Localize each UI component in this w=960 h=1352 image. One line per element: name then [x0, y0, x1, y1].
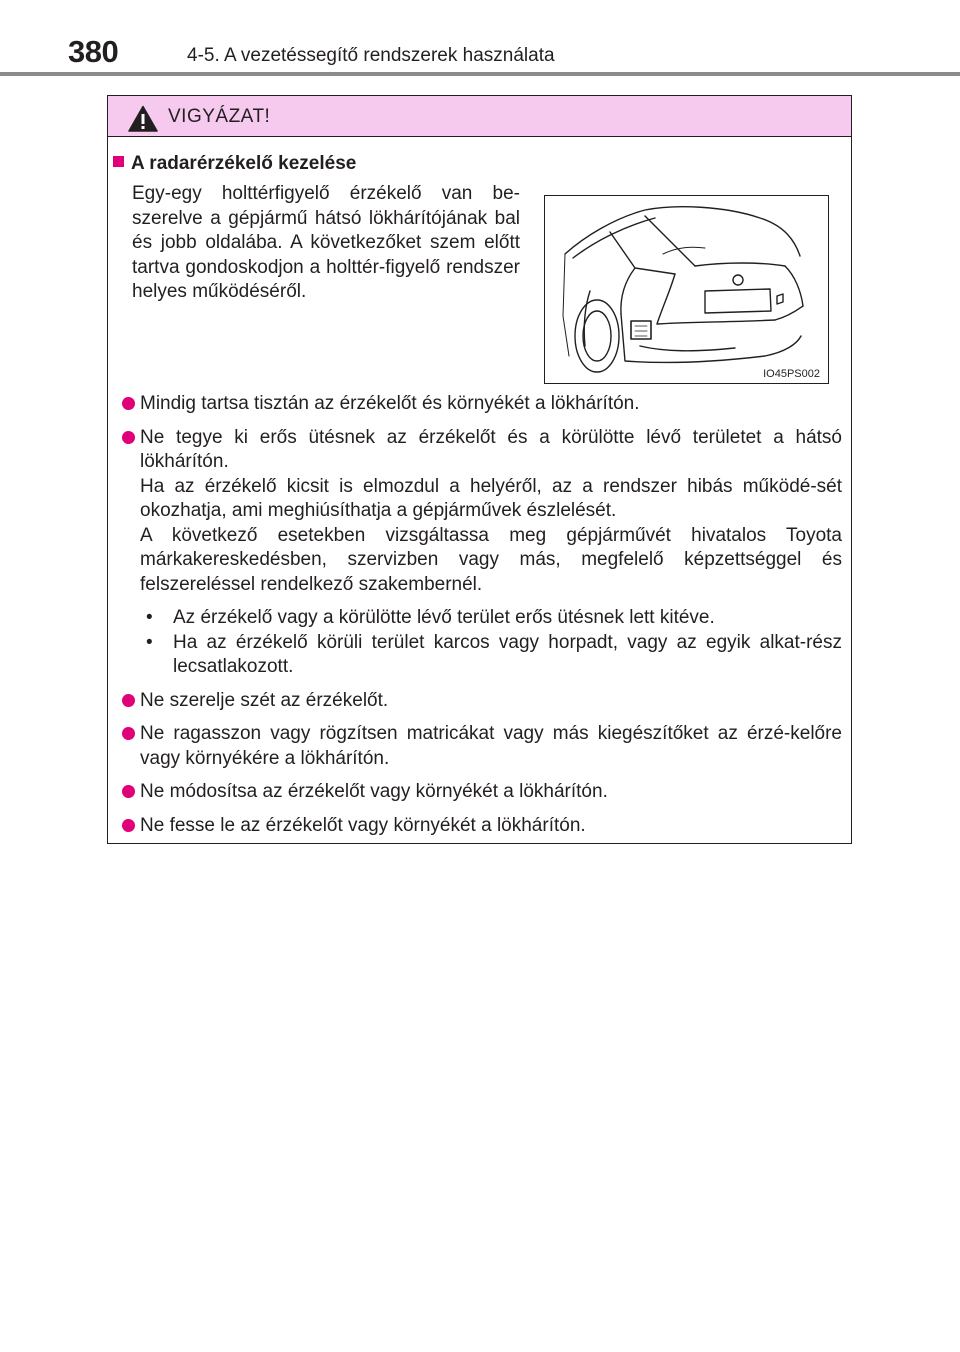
- list-item: [122, 814, 842, 839]
- car-rear-drawing: [545, 196, 827, 382]
- list-item: [122, 689, 842, 714]
- page-number: 380: [68, 34, 119, 69]
- bullet-list: [122, 392, 842, 847]
- header-rule: [0, 72, 960, 76]
- list-item: [122, 426, 842, 680]
- sub-list: [140, 606, 842, 680]
- sub-list-item: • Az érzékelő vagy a körülötte lévő terület erős ütésnek lett kitéve.: [146, 607, 715, 628]
- square-bullet-icon: [113, 156, 124, 167]
- section-title: 4-5. A vezetéssegítő rendszerek használata: [187, 45, 555, 66]
- list-item: [122, 780, 842, 805]
- warning-triangle-icon: [128, 105, 158, 132]
- bullet-text: Ne módosítsa az érzékelőt vagy környékét a lökhárítón.: [140, 781, 608, 802]
- bullet-text: Ne tegye ki erős ütésnek az érzékelőt és a körülötte lévő területet a hátsó lökhárítón.: [140, 426, 842, 472]
- bullet-text: Ne fesse le az érzékelőt vagy környékét a lökhárítón.: [140, 814, 586, 836]
- bullet-text: Ne szerelje szét az érzékelőt.: [140, 689, 389, 711]
- round-bullet-icon: [122, 431, 135, 444]
- sub-list-item: • Ha az érzékelő körüli terület karcos vagy horpadt, vagy az egyik alkat-rész lecsatlakozott.: [146, 631, 842, 677]
- caution-heading: [108, 153, 356, 175]
- caution-box: [107, 95, 852, 844]
- round-bullet-icon: [122, 727, 135, 740]
- bullet-text: Mindig tartsa tisztán az érzékelőt és környékét a lökhárítón.: [140, 393, 640, 414]
- bullet-paragraph: A következő esetekben vizsgáltassa meg gépjárművét hivatalos Toyota márkakereskedésben, szervizben vagy más, megfelelő képzettséggel és felszereléssel rendelkező szakembernél.: [140, 524, 842, 595]
- round-bullet-icon: [122, 694, 135, 707]
- list-item: [122, 392, 842, 417]
- list-item: [122, 722, 842, 771]
- caution-header: [108, 96, 851, 137]
- round-bullet-icon: [122, 819, 135, 832]
- caution-heading-text: A radarérzékelő kezelése: [131, 153, 357, 174]
- caution-title: VIGYÁZAT!: [168, 106, 271, 127]
- round-bullet-icon: [122, 397, 135, 410]
- bullet-text: Ne ragasszon vagy rögzítsen matricákat vagy más kiegészítőket az érzé-kelőre vagy környékére a lökhárítón.: [140, 723, 842, 769]
- figure-id: IO45PS002: [763, 368, 820, 380]
- round-bullet-icon: [122, 785, 135, 798]
- intro-paragraph: Egy-egy holttérfigyelő érzékelő van be-szerelve a gépjármű hátsó lökhárítójának bal és jobb oldalába. A következőket szem előtt tartva gondoskodjon a holttér-figyelő rendszer helyes működéséről.: [132, 183, 520, 302]
- car-rear-illustration: [544, 195, 829, 384]
- bullet-paragraph: Ha az érzékelő kicsit is elmozdul a helyéről, az a rendszer hibás működé-sét okozhatja, ami meghiúsíthatja a gépjárművek észlelését.: [140, 475, 842, 521]
